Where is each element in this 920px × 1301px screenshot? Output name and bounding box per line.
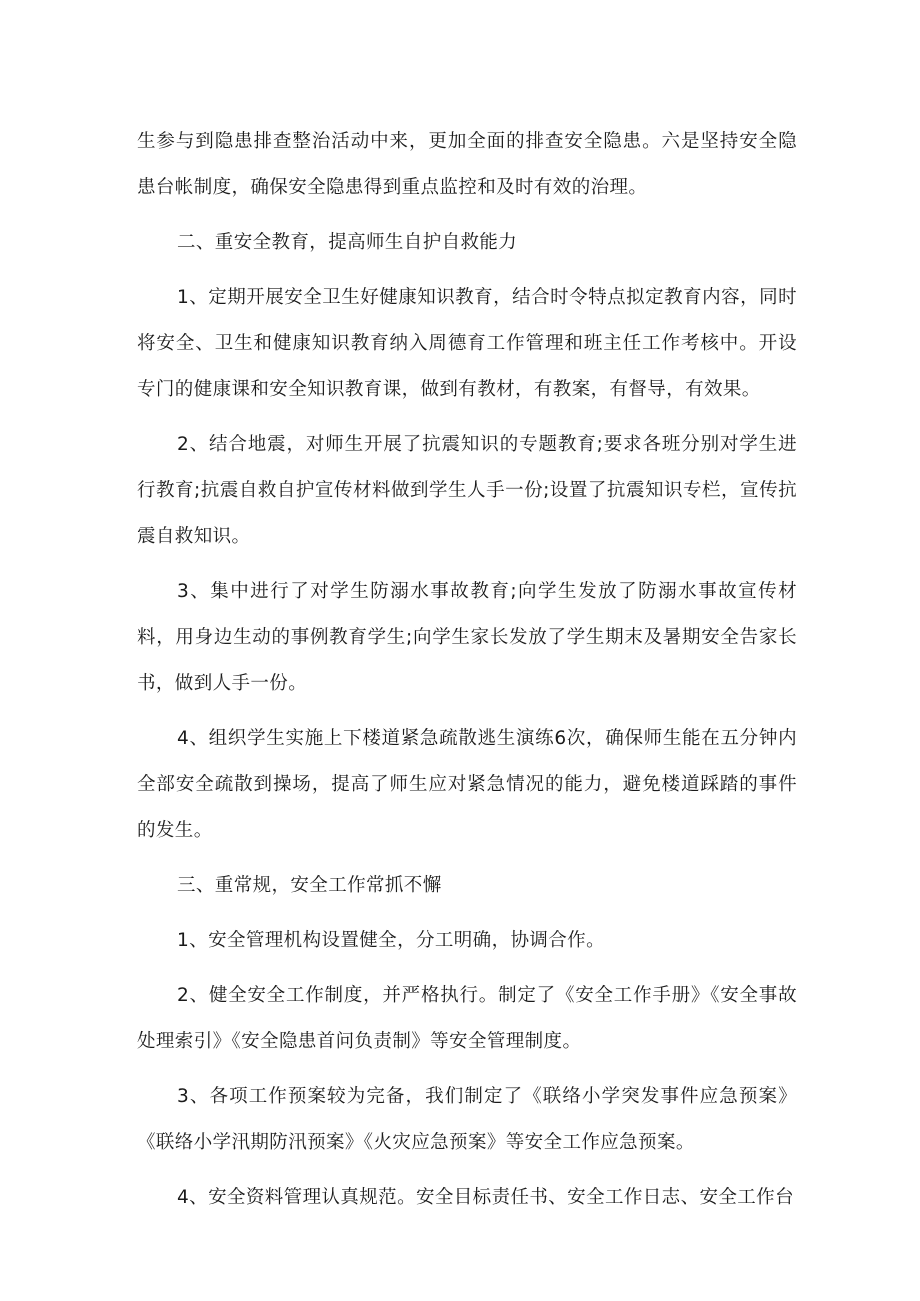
- paragraph-item: 3、各项工作预案较为完备，我们制定了《联络小学突发事件应急预案》《联络小学汛期防汛预案》《火灾应急预案》等安全工作应急预案。: [137, 1086, 797, 1153]
- paragraph-item: 1、定期开展安全卫生好健康知识教育，结合时令特点拟定教育内容，同时将安全、卫生和健康知识教育纳入周德育工作管理和班主任工作考核中。开设专门的健康课和安全知识教育课，做到有教材，有教案，有督导，有效果。: [137, 287, 797, 400]
- paragraph-item: 2、结合地震，对师生开展了抗震知识的专题教育;要求各班分别对学生进行教育;抗震自救自护宣传材料做到学生人手一份;设置了抗震知识专栏，宣传抗震自救知识。: [137, 434, 797, 547]
- paragraph-item: 2、健全安全工作制度，并严格执行。制定了《安全工作手册》《安全事故处理索引》《安全隐患首问负责制》等安全管理制度。: [137, 985, 797, 1052]
- paragraph-item: 3、集中进行了对学生防溺水事故教育;向学生发放了防溺水事故宣传材料，用身边生动的事例教育学生;向学生家长发放了学生期末及暑期安全告家长书，做到人手一份。: [137, 581, 797, 694]
- paragraph-item: 1、安全管理机构设置健全，分工明确，协调合作。: [177, 930, 605, 951]
- paragraph-item: 4、组织学生实施上下楼道紧急疏散逃生演练6次，确保师生能在五分钟内全部安全疏散到操场，提高了师生应对紧急情况的能力，避免楼道踩踏的事件的发生。: [137, 728, 797, 841]
- section-heading-2: 二、重安全教育，提高师生自护自救能力: [177, 232, 518, 253]
- section-heading-3: 三、重常规，安全工作常抓不懈: [177, 875, 442, 896]
- document-body: [137, 119, 797, 1230]
- paragraph-continuation: 生参与到隐患排查整治活动中来，更加全面的排查安全隐患。六是坚持安全隐患台帐制度，确保安全隐患得到重点监控和及时有效的治理。: [137, 131, 797, 198]
- paragraph-item: 4、安全资料管理认真规范。安全目标责任书、安全工作日志、安全工作台: [177, 1187, 794, 1208]
